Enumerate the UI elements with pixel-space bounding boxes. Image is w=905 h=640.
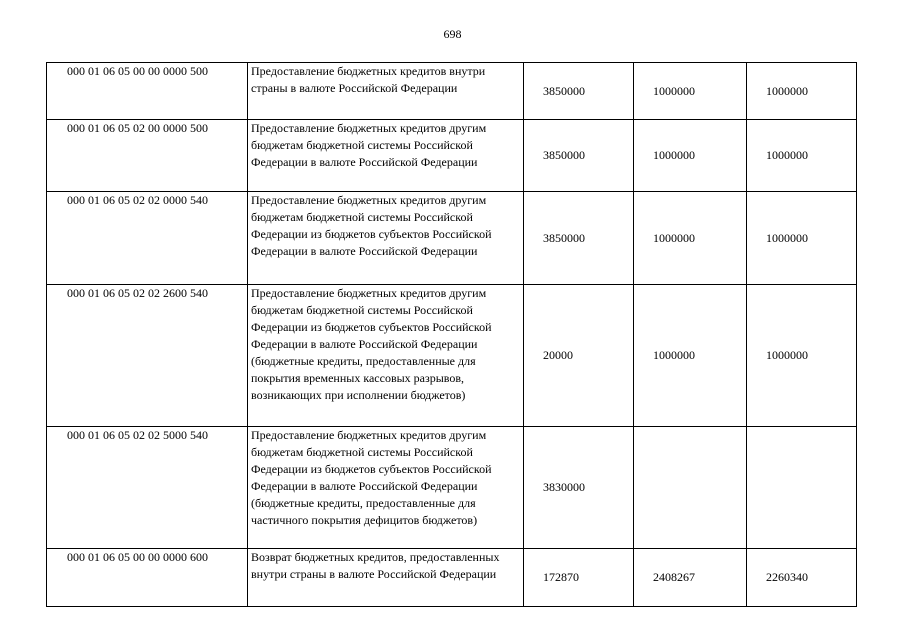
description-cell: Возврат бюджетных кредитов, предоставленных внутри страны в валюте Российской Федерации — [248, 549, 524, 607]
budget-code-cell: 000 01 06 05 02 00 0000 500 — [47, 120, 248, 192]
description-cell: Предоставление бюджетных кредитов другим бюджетам бюджетной системы Российской Федерации из бюджетов субъектов Российской Федерации в валюте Российской Федерации (бюджетные кредиты, предоставленные для частичного покрытия дефицитов бюджетов) — [248, 427, 524, 549]
amount-year3-cell — [747, 427, 857, 549]
table-row — [47, 549, 857, 607]
budget-code-cell: 000 01 06 05 02 02 5000 540 — [47, 427, 248, 549]
amount-year3-cell: 1000000 — [747, 285, 857, 427]
amount-year2-cell: 1000000 — [634, 285, 747, 427]
amount-year2-cell: 1000000 — [634, 63, 747, 120]
amount-year1-cell: 3850000 — [524, 63, 634, 120]
amount-year3-cell: 1000000 — [747, 120, 857, 192]
budget-code-cell: 000 01 06 05 00 00 0000 500 — [47, 63, 248, 120]
amount-year1-cell: 20000 — [524, 285, 634, 427]
table-row — [47, 192, 857, 285]
amount-year2-cell: 1000000 — [634, 192, 747, 285]
amount-year2-cell: 2408267 — [634, 549, 747, 607]
amount-year1-cell: 3850000 — [524, 192, 634, 285]
amount-year1-cell: 3830000 — [524, 427, 634, 549]
description-cell: Предоставление бюджетных кредитов другим бюджетам бюджетной системы Российской Федерации из бюджетов субъектов Российской Федерации в валюте Российской Федерации (бюджетные кредиты, предоставленные для покрытия временных кассовых разрывов, возникающих при исполнении бюджетов) — [248, 285, 524, 427]
table-row — [47, 120, 857, 192]
table-row — [47, 427, 857, 549]
amount-year2-cell: 1000000 — [634, 120, 747, 192]
description-cell: Предоставление бюджетных кредитов другим бюджетам бюджетной системы Российской Федерации в валюте Российской Федерации — [248, 120, 524, 192]
budget-code-cell: 000 01 06 05 02 02 2600 540 — [47, 285, 248, 427]
budget-code-cell: 000 01 06 05 02 02 0000 540 — [47, 192, 248, 285]
description-cell: Предоставление бюджетных кредитов другим бюджетам бюджетной системы Российской Федерации из бюджетов субъектов Российской Федерации в валюте Российской Федерации — [248, 192, 524, 285]
table-row — [47, 285, 857, 427]
budget-code-cell: 000 01 06 05 00 00 0000 600 — [47, 549, 248, 607]
description-cell: Предоставление бюджетных кредитов внутри страны в валюте Российской Федерации — [248, 63, 524, 120]
amount-year3-cell: 1000000 — [747, 63, 857, 120]
amount-year3-cell: 2260340 — [747, 549, 857, 607]
amount-year1-cell: 3850000 — [524, 120, 634, 192]
table-row — [47, 63, 857, 120]
amount-year1-cell: 172870 — [524, 549, 634, 607]
amount-year3-cell: 1000000 — [747, 192, 857, 285]
page-number: 698 — [443, 27, 462, 41]
budget-sources-table — [46, 62, 857, 607]
amount-year2-cell — [634, 427, 747, 549]
